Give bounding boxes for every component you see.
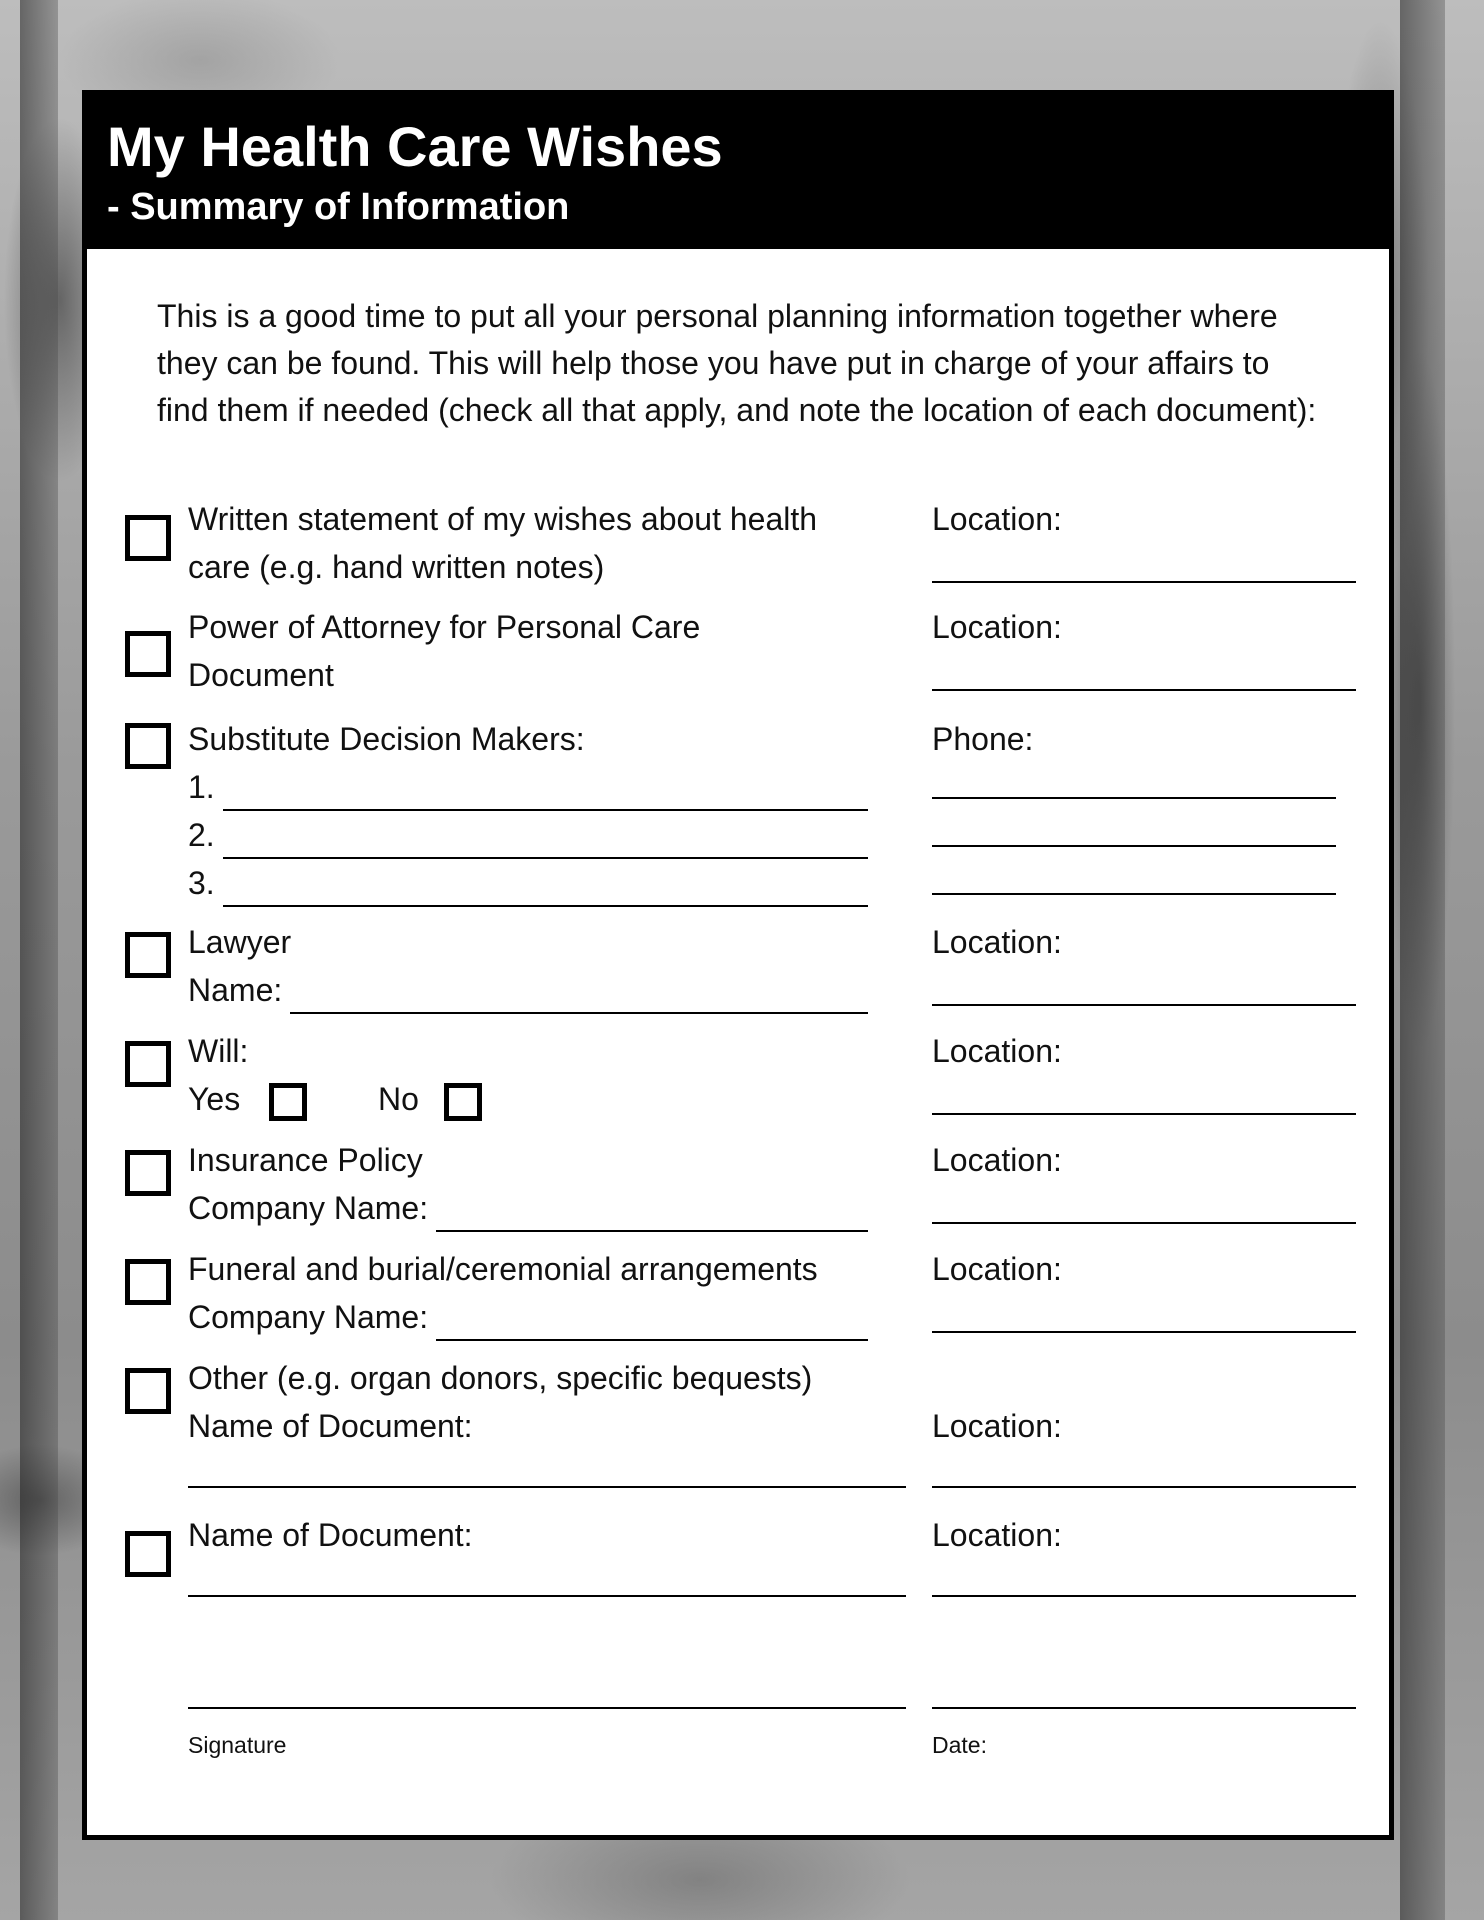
location-line[interactable]: [932, 1004, 1356, 1006]
location-line[interactable]: [932, 1486, 1356, 1488]
location-label: Location:: [932, 609, 1062, 645]
insurance-location-block: [932, 1136, 1352, 1224]
date-label: Date:: [932, 1732, 987, 1758]
power-of-attorney-label: Power of Attorney for Personal Care Document: [188, 609, 701, 693]
location-label: Location:: [932, 1251, 1062, 1287]
location-label: Location:: [932, 1033, 1062, 1069]
other-location-block: [932, 1402, 1352, 1488]
funeral-checkbox[interactable]: [125, 1259, 171, 1305]
location-label: Location:: [932, 1408, 1062, 1444]
location-line[interactable]: [932, 1595, 1356, 1597]
sdm-entry-3[interactable]: [188, 859, 868, 907]
sdm-label: Substitute Decision Makers:: [188, 721, 585, 757]
location-line[interactable]: [932, 1113, 1356, 1115]
form-subtitle: - Summary of Information: [107, 186, 570, 228]
insurance-label: Insurance Policy: [188, 1142, 423, 1178]
other-label: Other (e.g. organ donors, specific bequests): [188, 1360, 813, 1396]
funeral-location-block: [932, 1245, 1352, 1333]
other-block: [188, 1354, 868, 1488]
insurance-checkbox[interactable]: [125, 1150, 171, 1196]
will-location-block: [932, 1027, 1352, 1115]
company-name-label: Company Name:: [188, 1299, 429, 1335]
lawyer-label: Lawyer: [188, 924, 292, 960]
sdm-number: 3.: [188, 865, 215, 901]
funeral-company-field[interactable]: [188, 1293, 868, 1341]
yes-label: Yes: [188, 1081, 241, 1117]
company-name-label: Company Name:: [188, 1190, 429, 1226]
written-statement-checkbox[interactable]: [125, 515, 171, 561]
lawyer-location-block: [932, 918, 1352, 1006]
lawyer-name-field[interactable]: [188, 966, 868, 1014]
lawyer-checkbox[interactable]: [125, 932, 171, 978]
substitute-decision-makers-checkbox[interactable]: [125, 723, 171, 769]
form-header: [87, 95, 1389, 249]
location-line[interactable]: [932, 581, 1356, 583]
document-name-label: Name of Document:: [188, 1517, 473, 1553]
written-statement-label: Written statement of my wishes about health care (e.g. hand written notes): [188, 501, 818, 585]
signature-line[interactable]: [188, 1707, 906, 1709]
will-no-checkbox[interactable]: [444, 1083, 482, 1121]
signature-label: Signature: [188, 1732, 287, 1758]
will-block: [188, 1027, 868, 1123]
background-tree: [20, 0, 58, 1920]
will-options: [188, 1075, 868, 1123]
location-line[interactable]: [932, 689, 1356, 691]
date-line[interactable]: [932, 1707, 1356, 1709]
signature-block: [188, 1707, 868, 1769]
document-name-line[interactable]: [188, 1486, 906, 1488]
will-yes-checkbox[interactable]: [269, 1083, 307, 1121]
will-label: Will:: [188, 1033, 249, 1069]
other-checkbox[interactable]: [125, 1368, 171, 1414]
phone-line-1[interactable]: [932, 797, 1336, 799]
funeral-label: Funeral and burial/ceremonial arrangements: [188, 1251, 818, 1287]
sdm-entry-1[interactable]: [188, 763, 868, 811]
document-name-label: Name of Document:: [188, 1408, 473, 1444]
phone-label: Phone:: [932, 721, 1034, 757]
power-of-attorney-checkbox[interactable]: [125, 631, 171, 677]
insurance-block: [188, 1136, 868, 1232]
sdm-number: 2.: [188, 817, 215, 853]
sdm-block: [188, 715, 868, 907]
date-block: [932, 1707, 1352, 1769]
written-location-block: [932, 495, 1352, 583]
location-label: Location:: [932, 1517, 1062, 1553]
will-checkbox[interactable]: [125, 1041, 171, 1087]
no-label: No: [377, 1081, 419, 1117]
sdm-number: 1.: [188, 769, 215, 805]
form-title: My Health Care Wishes: [107, 115, 723, 178]
name-label: Name:: [188, 972, 283, 1008]
sdm-entry-2[interactable]: [188, 811, 868, 859]
poa-location-block: [932, 603, 1352, 691]
phone-line-2[interactable]: [932, 845, 1336, 847]
location-line[interactable]: [932, 1331, 1356, 1333]
location-line[interactable]: [932, 1222, 1356, 1224]
phone-line-3[interactable]: [932, 893, 1336, 895]
location-label: Location:: [932, 1142, 1062, 1178]
background-tree: [1400, 0, 1445, 1920]
intro-text: This is a good time to put all your personal planning information together where they can be found. This will help those you have put in charge of your affairs to find them if needed (check all that apply, and note the location of each document):: [157, 298, 1317, 428]
funeral-block: [188, 1245, 868, 1341]
document-block: [188, 1511, 868, 1597]
lawyer-block: [188, 918, 868, 1014]
sdm-phone-block: [932, 715, 1352, 895]
document-location-block: [932, 1511, 1352, 1597]
location-label: Location:: [932, 501, 1062, 537]
document-checkbox[interactable]: [125, 1531, 171, 1577]
insurance-company-field[interactable]: [188, 1184, 868, 1232]
document-name-line[interactable]: [188, 1595, 906, 1597]
form-panel: [82, 90, 1394, 1840]
location-label: Location:: [932, 924, 1062, 960]
